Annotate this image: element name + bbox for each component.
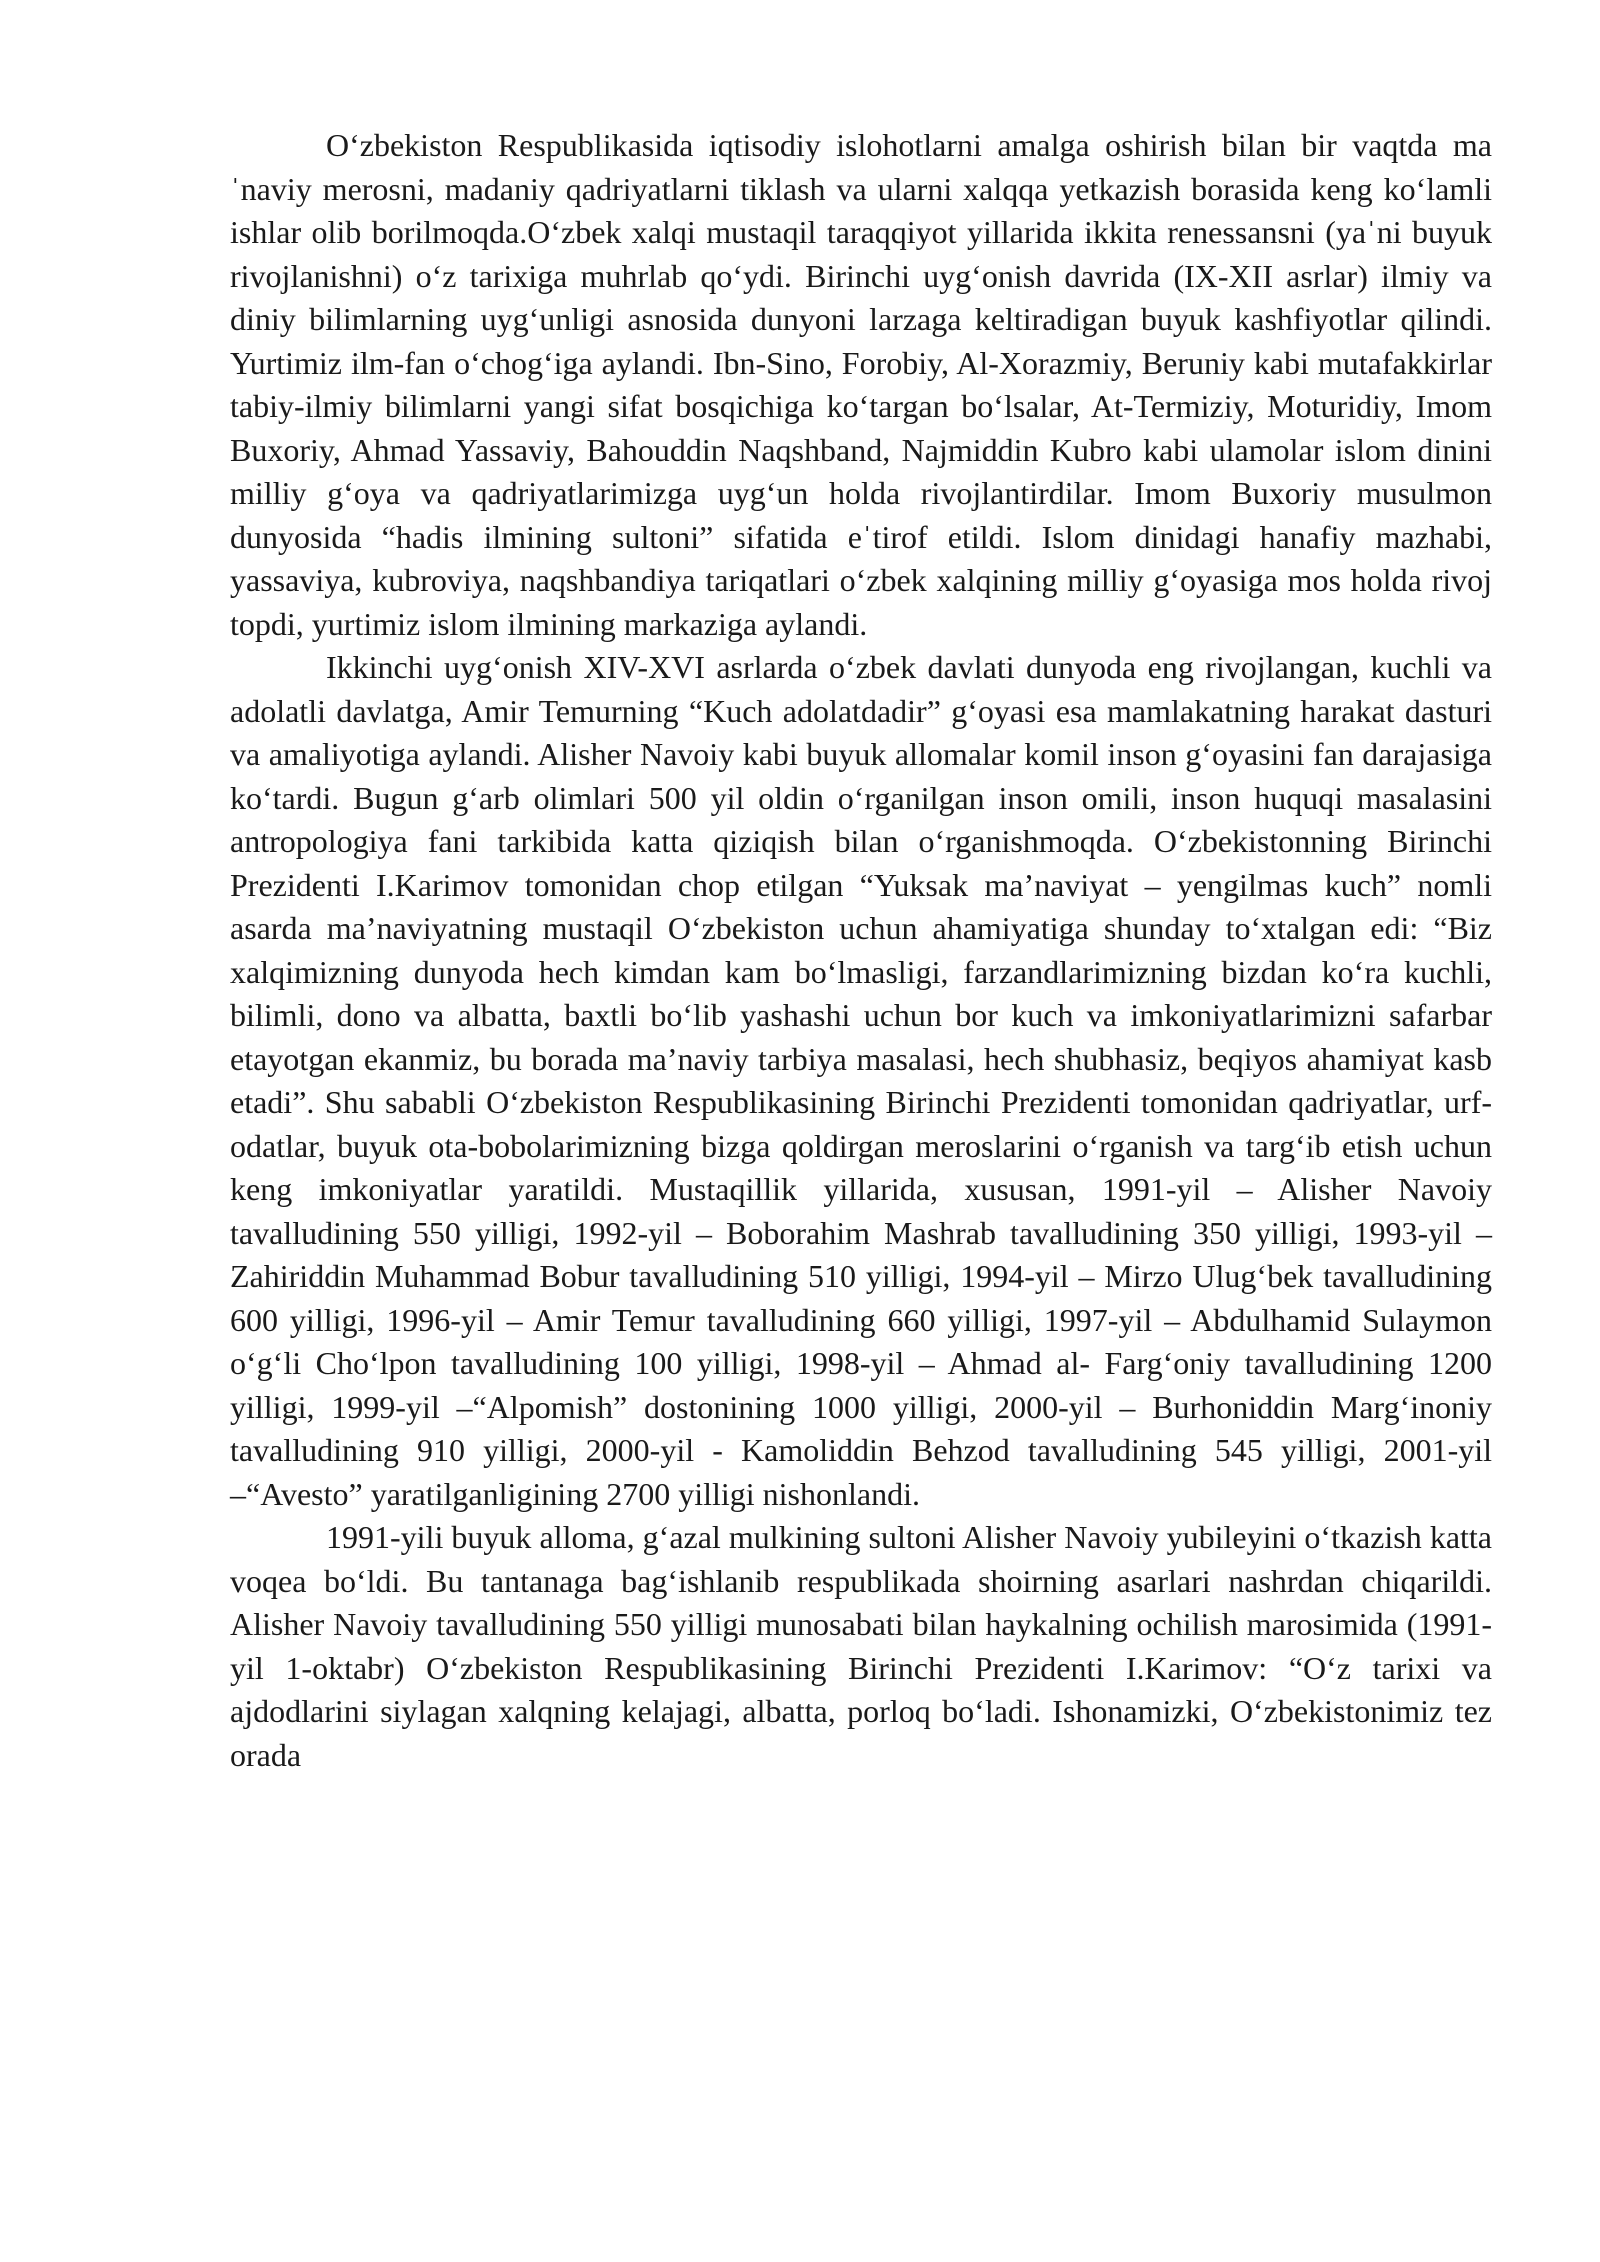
paragraph-1: O‘zbekiston Respublikasida iqtisodiy islohotlarni amalga oshirish bilan bir vaqtda maˈnaviy merosni, madaniy qadriyatlarni tiklash va ularni xalqqa yetkazish borasida keng ko‘lamli ishlar olib borilmoqda.O‘zbek xalqi mustaqil taraqqiyot yillarida ikkita renessansni (yaˈni buyuk rivojlanishni) o‘z tarixiga muhrlab qo‘ydi. Birinchi uyg‘onish davrida (IX-XII asrlar) ilmiy va diniy bilimlarning uyg‘unligi asnosida dunyoni larzaga keltiradigan buyuk kashfiyotlar qilindi. Yurtimiz ilm-fan o‘chog‘iga aylandi. Ibn-Sino, Forobiy, Al-Xorazmiy, Beruniy kabi mutafakkirlar tabiy-ilmiy bilimlarni yangi sifat bosqichiga ko‘targan bo‘lsalar, At-Termiziy, Moturidiy, Imom Buxoriy, Ahmad Yassaviy, Bahouddin Naqshband, Najmiddin Kubro kabi ulamolar islom dinini milliy g‘oya va qadriyatlarimizga uyg‘un holda rivojlantirdilar. Imom Buxoriy musulmon dunyosida “hadis ilmining sultoni” sifatida eˈtirof etildi. Islom dinidagi hanafiy mazhabi, yassaviya, kubroviya, naqshbandiya tariqatlari o‘zbek xalqining milliy g‘oyasiga mos holda rivoj topdi, yurtimiz islom ilmining markaziga aylandi. (230, 127, 1492, 642)
paragraph-3: 1991-yili buyuk alloma, g‘azal mulkining sultoni Alisher Navoiy yubileyini o‘tkazish katta voqea bo‘ldi. Bu tantanaga bag‘ishlanib respublikada shoirning asarlari nashrdan chiqarildi. Alisher Navoiy tavalludining 550 yilligi munosabati bilan haykalning ochilish marosimida (1991-yil 1-oktabr) O‘zbekiston Respublikasining Birinchi Prezidenti I.Karimov: “O‘z tarixi va ajdodlarini siylagan xalqning kelajagi, albatta, porloq bo‘ladi. Ishonamizki, O‘zbekistonimiz tez orada (230, 1519, 1492, 1773)
document-body (230, 124, 1492, 1777)
paragraph-2: Ikkinchi uyg‘onish XIV-XVI asrlarda o‘zbek davlati dunyoda eng rivojlangan, kuchli va adolatli davlatga, Amir Temurning “Kuch adolatdadir” g‘oyasi esa mamlakatning harakat dasturi va amaliyotiga aylandi. Alisher Navoiy kabi buyuk allomalar komil inson g‘oyasini fan darajasiga ko‘tardi. Bugun g‘arb olimlari 500 yil oldin o‘rganilgan inson omili, inson huquqi masalasini antropologiya fani tarkibida katta qiziqish bilan o‘rganishmoqda. O‘zbekistonning Birinchi Prezidenti I.Karimov tomonidan chop etilgan “Yuksak ma’naviyat – yengilmas kuch” nomli asarda ma’naviyatning mustaqil O‘zbekiston uchun ahamiyatiga shunday to‘xtalgan edi: “Biz xalqimizning dunyoda hech kimdan kam bo‘lmasligi, farzandlarimizning bizdan ko‘ra kuchli, bilimli, dono va albatta, baxtli bo‘lib yashashi uchun bor kuch va imkoniyatlarimizni safarbar etayotgan ekanmiz, bu borada ma’naviy tarbiya masalasi, hech shubhasiz, beqiyos ahamiyat kasb etadi”. Shu sababli O‘zbekiston Respublikasining Birinchi Prezidenti tomonidan qadriyatlar, urf-odatlar, buyuk ota-bobolarimizning bizga qoldirgan meroslarini o‘rganish va targ‘ib etish uchun keng imkoniyatlar yaratildi. Mustaqillik yillarida, xususan, 1991-yil – Alisher Navoiy tavalludining 550 yilligi, 1992-yil – Boborahim Mashrab tavalludining 350 yilligi, 1993-yil – Zahiriddin Muhammad Bobur tavalludining 510 yilligi, 1994-yil – Mirzo Ulug‘bek tavalludining 600 yilligi, 1996-yil – Amir Temur tavalludining 660 yilligi, 1997-yil – Abdulhamid Sulaymon o‘g‘li Cho‘lpon tavalludining 100 yilligi, 1998-yil – Ahmad al- Farg‘oniy tavalludining 1200 yilligi, 1999-yil –“Alpomish” dostonining 1000 yilligi, 2000-yil – Burhoniddin Marg‘inoniy tavalludining 910 yilligi, 2000-yil - Kamoliddin Behzod tavalludining 545 yilligi, 2001-yil –“Avesto” yaratilganligining 2700 yilligi nishonlandi. (230, 649, 1492, 1512)
